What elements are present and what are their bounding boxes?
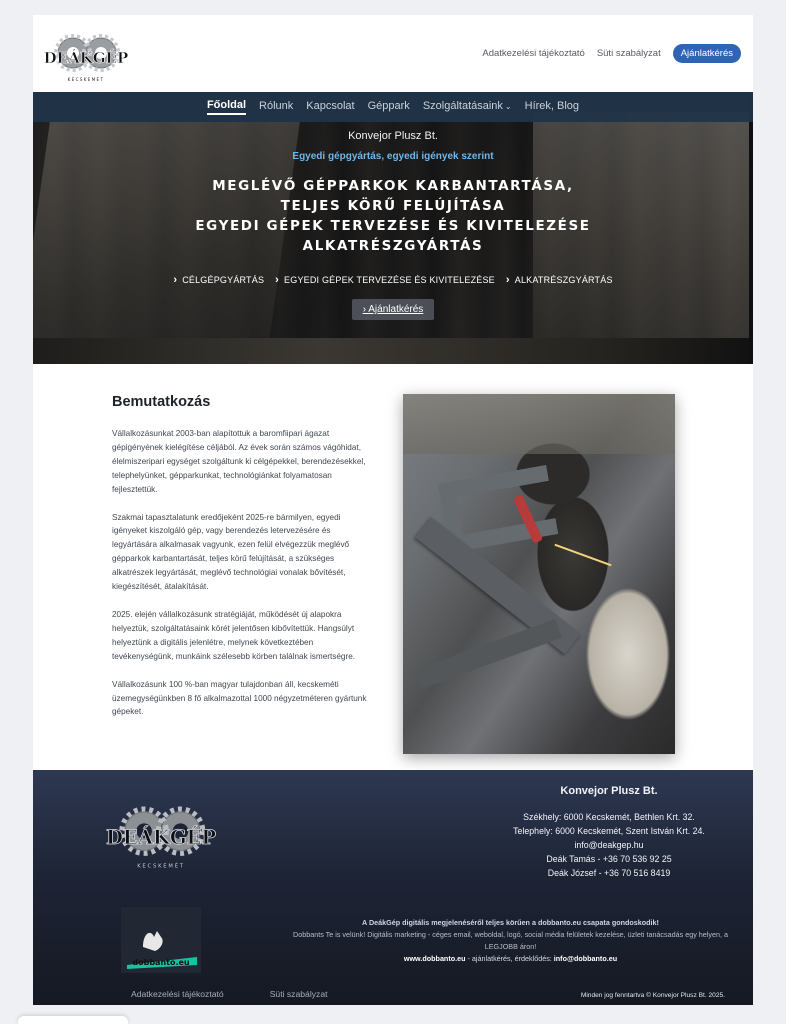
service-link-design[interactable]: › EGYEDI GÉPEK TERVEZÉSE ÉS KIVITELEZÉSE — [275, 274, 495, 286]
partner-email-link[interactable]: info@dobbanto.eu — [553, 954, 618, 963]
intro-paragraph: 2025. elején vállalkozásunk stratégiáját, működését új alapokra helyeztük, szolgáltatásaink körét jelentősen kibővítettük. Hangsúlyt helyeztünk a digitális jelenlétre, melynek következtében tevékenységünk, munkáink szélesebb körben találnak ismertségre. — [112, 609, 356, 661]
footer-phone-jozsef[interactable]: Deák József - +36 70 516 8419 — [547, 868, 671, 878]
nav-item-services-label: Szolgáltatásaink — [422, 100, 503, 112]
cookie-widget[interactable] — [18, 1016, 128, 1024]
welding-photo — [403, 394, 675, 754]
footer-copyright: Minden jog fenntartva © Konvejor Plusz Bt. 2025. — [580, 992, 725, 999]
intro-paragraph: Szakmai tapasztalatunk eredőjeként 2025-re bármilyen, egyedi igényeket kiszolgáló gép, vagy berendezés letervezésére és legyártására alkalmasak vagyunk, ezen felül elvégezzük meglévő gépparkok karbantartását, teljes körű felújítását, a szükséges alkatrészek legyártását, meglévő technológiai vonalak bővítését, kiegészítését, átalakítását. — [112, 512, 350, 592]
intro-paragraph: Vállalkozásunk 100 %-ban magyar tulajdonban áll, kecskeméti üzemegységünkben 8 fő alkalmazottal 1000 négyzetméteren gyártunk gépeket. — [112, 679, 367, 717]
intro-paragraph: Vállalkozásunkat 2003-ban alapítottuk a baromfiipari ágazat gépigényének kielégítése céljából. Az évek során számos vágóhidat, élelmiszeripari egységet szolgáltunk ki célgépekkel, berendezésekkel, telephelyünket, gépparkunkat, technológiánkat folyamatosan fejlesztettük. — [112, 429, 366, 494]
page — [33, 15, 753, 1005]
nav-item-news[interactable]: Hírek, Blog — [524, 100, 580, 112]
hero-content — [33, 130, 753, 320]
service-link-parts[interactable]: › ALKATRÉSZGYÁRTÁS — [506, 274, 613, 286]
footer-logo-subtext: KECSKEMÉT — [137, 863, 185, 870]
chevron-down-icon: ⌄ — [504, 102, 512, 111]
hero-quote-label: Ajánlatkérés — [368, 304, 424, 315]
hero-headline-line: EGYEDI GÉPEK TERVEZÉSE ÉS KIVITELEZÉSE — [195, 218, 591, 234]
nav-item-contact[interactable]: Kapcsolat — [306, 100, 355, 112]
site-header — [33, 15, 753, 92]
footer-deakgep-logo[interactable] — [105, 805, 217, 873]
photo-workshop-bg — [403, 394, 675, 454]
nav-item-machinery[interactable]: Géppark — [367, 100, 410, 112]
hero-background-floor — [33, 338, 753, 364]
site-footer — [33, 770, 753, 1005]
deakgep-logo[interactable] — [43, 33, 129, 85]
intro-text — [112, 427, 374, 733]
photo-metal-bar — [414, 619, 562, 689]
logo-text: DEÁKGÉP — [43, 49, 129, 67]
hero-quote-button[interactable] — [352, 299, 435, 320]
hero-headline-line: MEGLÉVŐ GÉPPARKOK KARBANTARTÁSA, — [212, 178, 574, 194]
partner-description: Dobbants Te is velünk! Digitális marketing - céges email, weboldal, logó, social média felületek kezelése, üzleti tanácsadás egy helyen, a LEGJOBB áron! — [293, 930, 728, 951]
hero-headline-line: ALKATRÉSZGYÁRTÁS — [302, 238, 484, 254]
hero-headline — [33, 176, 753, 256]
photo-welding-wire — [554, 544, 611, 566]
hero-tagline: Egyedi gépgyártás, egyedi igények szerint — [292, 151, 494, 162]
nav-item-about[interactable]: Rólunk — [259, 100, 294, 112]
header-links — [482, 44, 741, 63]
cookie-policy-link[interactable]: Süti szabályzat — [596, 48, 661, 59]
privacy-link[interactable]: Adatkezelési tájékoztató — [482, 48, 585, 59]
footer-company-name: Konvejor Plusz Bt. — [560, 785, 658, 797]
footer-email-link[interactable]: info@deakgep.hu — [574, 840, 644, 850]
footer-links — [131, 989, 328, 999]
partner-links-mid: - ajánlatkérés, érdeklődés: — [465, 954, 554, 963]
partner-heading: A DeákGép digitális megjelenéséről teljes körűen a dobbanto.eu csapata gondoskodik! — [362, 918, 659, 927]
nav-item-home[interactable]: Főoldal — [207, 99, 246, 115]
footer-address-hq: Székhely: 6000 Kecskemét, Bethlen Krt. 32. — [523, 812, 695, 822]
service-link-custom-machines[interactable]: › CÉLGÉPGYÁRTÁS — [173, 274, 264, 286]
hero-headline-line: TELJES KÖRŰ FELÚJÍTÁSA — [280, 198, 506, 214]
partner-site-link[interactable]: www.dobbanto.eu — [403, 954, 466, 963]
footer-logo-text: DEÁKGÉP — [105, 826, 217, 850]
dobbanto-logo[interactable] — [121, 907, 201, 973]
partner-links — [278, 953, 743, 965]
footer-cookie-link[interactable]: Süti szabályzat — [269, 989, 328, 999]
footer-address-site: Telephely: 6000 Kecskemét, Szent István Krt. 24. — [513, 826, 705, 836]
hero-section — [33, 92, 753, 364]
footer-phone-tamas[interactable]: Deák Tamás - +36 70 536 92 25 — [546, 854, 672, 864]
dobbanto-logo-text: dobbanto.eu — [132, 958, 190, 967]
footer-partner-info — [278, 917, 743, 965]
main-nav — [33, 92, 753, 122]
hero-service-list — [33, 274, 753, 286]
hero-company-name: Konvejor Plusz Bt. — [348, 130, 438, 142]
nav-item-services[interactable] — [423, 100, 512, 114]
quote-request-button[interactable]: Ajánlatkérés — [673, 44, 741, 63]
logo-subtext: KECSKEMÉT — [67, 77, 105, 82]
chevron-right-icon: › — [362, 304, 369, 315]
footer-contact — [483, 785, 735, 880]
footer-privacy-link[interactable]: Adatkezelési tájékoztató — [131, 989, 224, 999]
intro-title: Bemutatkozás — [112, 394, 211, 410]
